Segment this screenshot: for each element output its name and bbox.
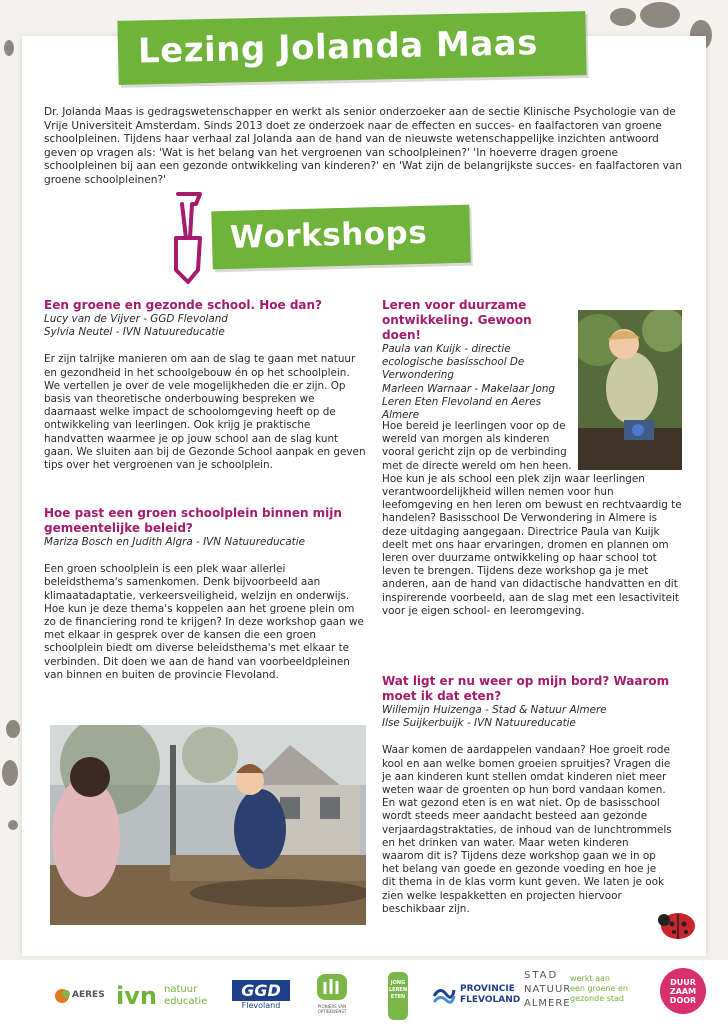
- page-title: Lezing Jolanda Maas: [137, 23, 539, 72]
- workshop-title: Wat ligt er nu weer op mijn bord? Waarom moet ik dat eten?: [382, 674, 670, 703]
- intro-text: Dr. Jolanda Maas is gedragswetenschapper en werkt als senior onderzoeker aan de sectie Klinische Psychologie van de Vrije Universiteit Amsterdam. Sinds 2013 doet ze onderzoek naar de effecten en succes- en faalfactoren van groene schoolpleinen. Tijdens haar verhaal zal Jolanda aan de hand van de nieuwste wetenschappelijke inzichten antwoord geven op vragen als: 'Wat is het belang van het vergroenen van schoolpleinen?' 'In hoeverre dragen groene schoolpleinen bij aan een gezonde ontwikkeling van kinderen?' en 'Wat zijn de belangrijkste succes- en faalfactoren van groene schoolpleinen?': [44, 106, 683, 186]
- photo-float-spacer: [574, 420, 682, 472]
- workshop-2: [44, 506, 366, 682]
- duurzaam-door-logo: [660, 968, 706, 1014]
- dirt-speck: [610, 8, 636, 26]
- hand-icon: [315, 972, 349, 1002]
- playground-photo: [50, 725, 366, 925]
- workshop-1: [44, 298, 366, 472]
- ggd-logo: [232, 980, 290, 1010]
- workshop-body: Waar komen de aardappelen vandaan? Hoe groeit rode kool en aan welke bomen groeien spruitjes? Vragen die je aan kinderen kunt stellen omdat kinderen niet meer weten waar de groenten op hun bord vandaan komen. En wat gezond eten is en wat niet. Op de basisschool wordt steeds meer aandacht besteed aan gezonde verjaardagstraktaties, de inhoud van de lunchtrommels en het drinken van water. Maar weten kinderen waarom dit is? Tijdens deze workshop gaan we in op het belang van goede en gezonde voeding en hoe je dit thema in de klas vorm kunt geven. We laten je ook zien welke lespakketten en projecten hiervoor beschikbaar zijn.: [382, 744, 672, 915]
- aeres-logo: [54, 988, 105, 1008]
- workshops-banner: [211, 205, 470, 270]
- workshop-title: Leren voor duurzame ontwikkeling. Gewoon doen!: [382, 298, 532, 342]
- title-banner: [117, 11, 586, 85]
- shovel-icon: [160, 190, 216, 286]
- duur-text: DUUR: [670, 978, 696, 987]
- stad-tagline-3: gezonde stad: [570, 994, 624, 1003]
- footer-logos: [0, 960, 728, 1030]
- workshop-body: Hoe bereid je leerlingen voor op de wereld van morgen als kinderen vooral gericht zijn op de verbinding met de directe wereld om hen heen. Hoe kun je als school een plek zijn waar leerlingen verantwoordelijkheid willen nemen voor hun leefomgeving en hen leren om bewust en rechtvaardig te handelen? Basisschool De Verwondering in Almere is deze uitdaging aangegaan. Directrice Paula van Kuijk deelt met ons haar ervaringen, dromen en plannen om leren over duurzame ontwikkeling op haar school tot leven te brengen. Tijdens deze workshop ga je met anderen, aan de hand van didactische handvatten en dit inspirerende voorbeeld, aan de slag met een lesactiviteit voor je eigen school- en leeromgeving.: [382, 420, 682, 617]
- workshop-3-body: [382, 420, 682, 618]
- door-text: DOOR: [669, 996, 697, 1005]
- provincie-icon: [432, 982, 456, 1006]
- ivn-text: ivn: [116, 982, 157, 1010]
- ggd-sub: Flevoland: [241, 1001, 281, 1010]
- flevoland-text: FLEVOLAND: [460, 995, 521, 1005]
- dirt-speck: [8, 820, 18, 830]
- dirt-speck: [640, 2, 680, 28]
- stad-tagline-2: een groene en: [570, 984, 628, 993]
- workshop-author: Sylvia Neutel - IVN Natuureducatie: [44, 326, 225, 339]
- aeres-icon: [54, 988, 70, 1004]
- stad-tagline-1: werkt aan: [570, 974, 610, 983]
- dirt-speck: [2, 760, 18, 786]
- provincie-flevoland-logo: [432, 982, 521, 1010]
- workshop-author: Marleen Warnaar - Makelaar Jong Leren Eten Flevoland en Aeres Almere: [382, 382, 555, 422]
- ggd-text: GGD: [232, 980, 290, 1001]
- workshop-title: Een groene en gezonde school. Hoe dan?: [44, 298, 323, 312]
- jong-text: JONG: [390, 980, 406, 986]
- stad-text: STAD: [524, 970, 559, 981]
- almere-text: ALMERE: [524, 998, 571, 1009]
- workshop-author: Mariza Bosch en Judith Algra - IVN Natuureducatie: [44, 536, 305, 548]
- ivn-logo: [116, 982, 208, 1010]
- ivn-sub-1: natuur: [164, 984, 198, 995]
- provincie-text: PROVINCIE: [460, 984, 515, 994]
- workshops-title: Workshops: [229, 214, 428, 256]
- workshop-title: Hoe past een groen schoolplein binnen mijn gemeentelijke beleid?: [44, 506, 342, 535]
- aeres-text: AERES: [72, 990, 105, 1000]
- workshop-4: [382, 674, 682, 916]
- dirt-speck: [4, 40, 14, 56]
- workshop-author: Willemijn Huizenga - Stad & Natuur Almere: [382, 704, 607, 716]
- dirt-speck: [6, 720, 20, 738]
- natuur-text: NATUUR: [524, 984, 572, 995]
- eten-text: ETEN: [390, 994, 406, 1000]
- workshop-author: Paula van Kuijk - directie ecologische basisschool De Verwondering: [382, 343, 525, 382]
- workshop-author: Ilse Suijkerbuijk - IVN Natuureducatie: [382, 717, 576, 730]
- zaam-text: ZAAM: [669, 987, 697, 996]
- workshop-body: Er zijn talrijke manieren om aan de slag te gaan met natuur en gezondheid in het schoolgebouw én op het schoolplein. We vertellen je over de vele mogelijkheden die er zijn. Op basis van theoretische onderbouwing bespreken we daarnaast welke impact de schoolomgeving heeft op de ontwikkeling van leerlingen. Ook krijg je praktische handvatten waarmee je op jouw school aan de slag kunt gaan. We sluiten aan bij de Gezonde School aanpak en geven tips over het vergroenen van je schoolplein.: [44, 353, 366, 472]
- pioniers-text: PIONIERS VAN OPTIEKWENST: [317, 1004, 347, 1014]
- leren-text: LEREN: [388, 987, 408, 993]
- workshop-author: Lucy van de Vijver - GGD Flevoland: [44, 313, 228, 325]
- ivn-sub-2: educatie: [164, 996, 208, 1007]
- jong-leren-eten-logo: [384, 968, 412, 1024]
- pioniers-logo: [312, 972, 352, 1016]
- ladybug-icon: [656, 906, 700, 942]
- workshop-body: Een groen schoolplein is een plek waar allerlei beleidsthema's samenkomen. Denk bijvoorbeeld aan klimaatadaptatie, verkeersveiligheid, welzijn en onderwijs. Hoe kun je deze thema's koppelen aan het groene plein om zo de financiering rond te krijgen? In deze workshop gaan we met elkaar in gesprek over de kansen die een groen schoolplein biedt om diverse beleidsthema's met elkaar te verbinden. Dit doen we aan de hand van voorbeeldpleinen van binnen en buiten de provincie Flevoland.: [44, 563, 364, 681]
